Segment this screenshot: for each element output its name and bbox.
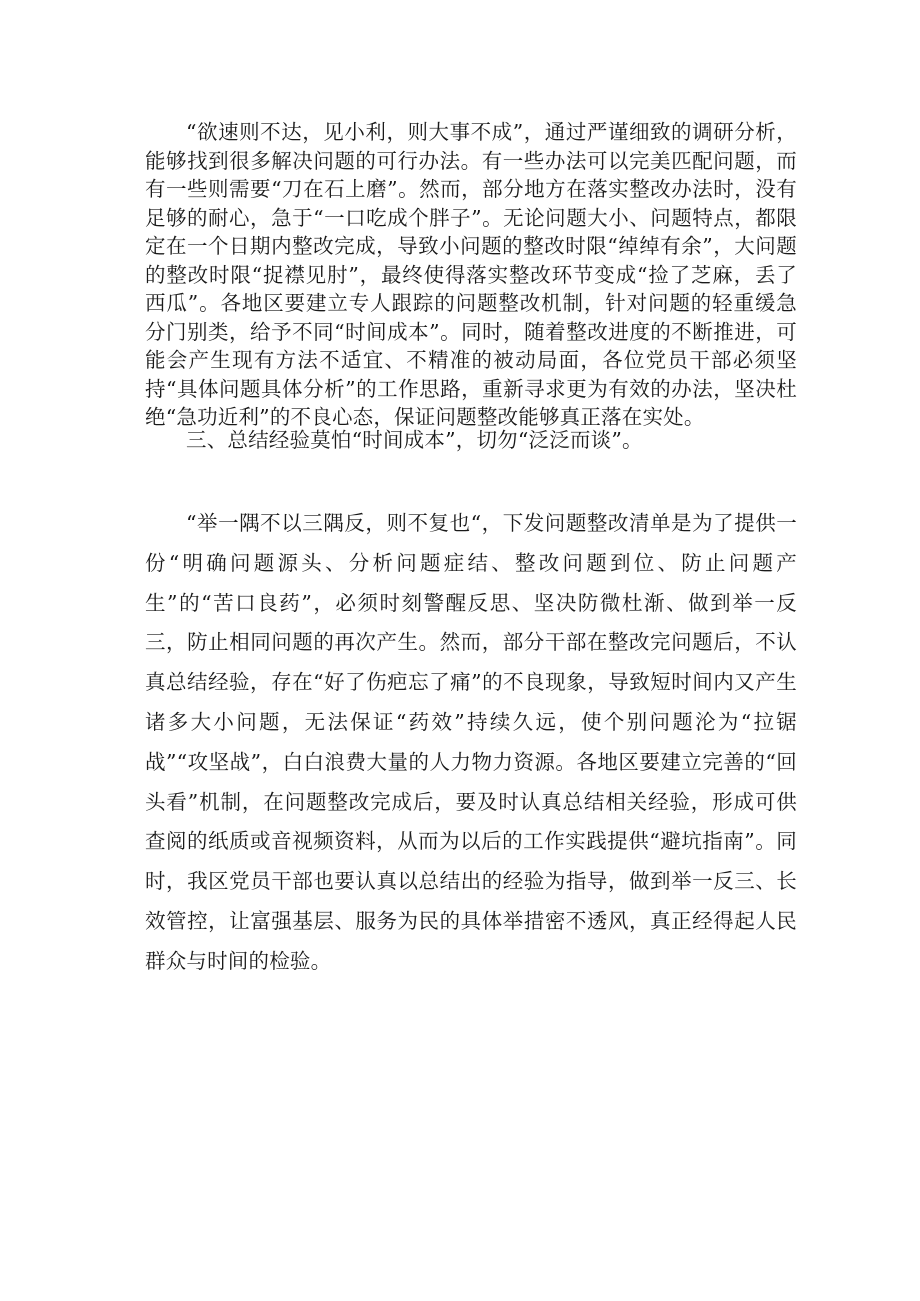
section-heading-summarize-experience: 三、总结经验莫怕“时间成本”，切勿“泛泛而谈”。 [186, 428, 643, 452]
paragraph-rectification-patience: “欲速则不达，见小利，则大事不成”，通过严谨细致的调研分析，能够找到很多解决问题的可行办法。有一些办法可以完美匹配问题，而有一些则需要“刀在石上磨”。然而，部分地方在落实整改办法时，没有足够的耐心，急于“一口吃成个胖子”。无论问题大小、问题特点，都限定在一个日期内整改完成，导致小问题的整改时限“绰绰有余”，大问题的整改时限“捉襟见肘”，最终使得落实整改环节变成“捡了芝麻，丢了西瓜”。各地区要建立专人跟踪的问题整改机制，针对问题的轻重缓急分门别类，给予不同“时间成本”。同时，随着整改进度的不断推进，可能会产生现有方法不适宜、不精准的被动局面，各位党员干部必须坚持“具体问题具体分析”的工作思路，重新寻求更为有效的办法，坚决杜绝“急功近利”的不良心态，保证问题整改能够真正落在实处。 [145, 120, 797, 429]
paragraph-summarize-experience: “举一隅不以三隅反，则不复也“，下发问题整改清单是为了提供一份“明确问题源头、分析问题症结、整改问题到位、防止问题产生”的“苦口良药”，必须时刻警醒反思、坚决防微杜渐、做到举一反三，防止相同问题的再次产生。然而，部分干部在整改完问题后，不认真总结经验，存在“好了伤疤忘了痛”的不良现象，导致短时间内又产生诸多大小问题，无法保证“药效”持续久远，使个别问题沦为“拉锯战”“攻坚战”，白白浪费大量的人力物力资源。各地区要建立完善的“回头看”机制，在问题整改完成后，要及时认真总结相关经验，形成可供查阅的纸质或音视频资料，从而为以后的工作实践提供“避坑指南”。同时，我区党员干部也要认真以总结出的经验为指导，做到举一反三、长效管控，让富强基层、服务为民的具体举措密不透风，真正经得起人民群众与时间的检验。 [145, 511, 797, 973]
